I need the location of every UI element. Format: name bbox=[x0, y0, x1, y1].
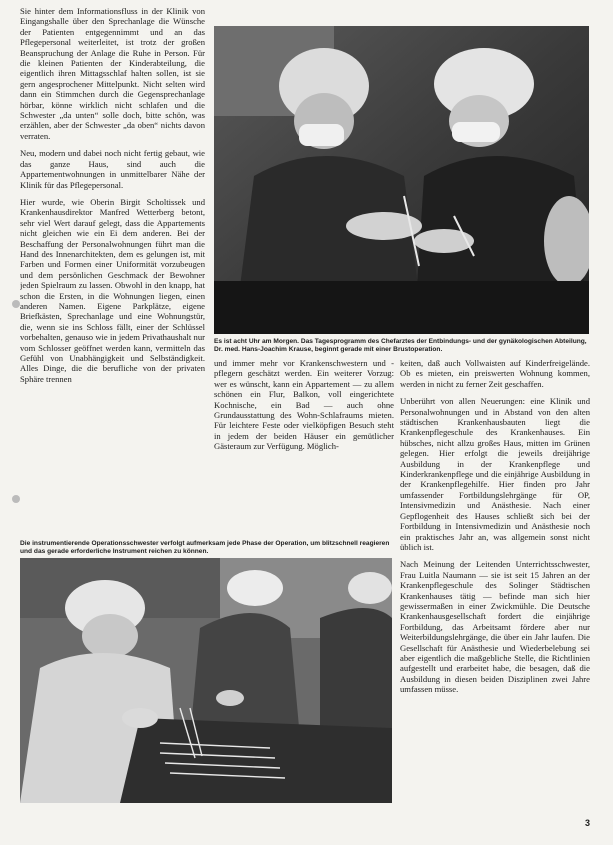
page-number: 3 bbox=[585, 818, 591, 828]
paragraph: Hier wurde, wie Oberin Birgit Scholtissek und Krankenhausdirektor Manfred Wetterberg betont, sehr viel Wert darauf gelegt, dass die Appartements nicht gleichen wie ein Ei dem anderen. Bei der Beschaffung der Personalwohnungen führt man die Hand des Innenarchitekten, dem es gelungen ist, mit Farben und Formen einer Uniformität vorzubeugen und dem persönlichen Geschmack der Bewohner jeden Spielraum zu lassen. Obwohl in den knapp, hat schon die Ersten, in die Wohnungen liegen, einen anderen Namen. Eigene Parkplätze, eigene Briefkästen, Sprechanlage und eine Wohnungstür, die, wenn sie ins Schloss fällt, einer der Schlüssel vorbehalten, genauso wie in jedem Privathaushalt nur vom Schlosser geöffnet werden kann, vermitteln das Gefühl von Unabhängigkeit und Selbständigkeit. Alles Dinge, die die berufliche von der privaten Sphäre trennen bbox=[20, 196, 205, 384]
bottom-photo-caption: Die instrumentierende Operationsschwester verfolgt aufmerksam jede Phase der Operation, um blitzschnell reagieren und das gerade erforderliche Instrument reichen zu können. bbox=[20, 540, 390, 555]
paragraph: Neu, modern und dabei noch nicht fertig gebaut, wie das ganze Haus, sind auch die Appartementwohnungen in unmittelbarer Nähe der Klinik für das Pflegepersonal. bbox=[20, 148, 205, 190]
paragraph: Sie hinter dem Informationsfluss in der Klinik von Eingangshalle über den Sprechanlage die Wünsche der Patienten entgegennimmt und an das Pflegepersonal weiterleitet, ist trotz der großen Beanspruchung der Anlage die Ruhe in Person. Für die kleinen Patienten der Kinderabteilung, die eigentlich ihren Mittagsschlaf halten sollen, ist sie gern angesprochener Mittelpunkt. Nicht selten wird dann ein Stimmchen durch die Gegensprechanlage hörbar, könne wirklich nicht schlafen und die Schwester „da unten“ solle doch, bitte schön, was erzählen, aber der Schwester „da oben“ nichts davon verraten. bbox=[20, 6, 205, 141]
left-text-column bbox=[20, 6, 205, 536]
paragraph: und immer mehr vor Krankenschwestern und -pflegern geschätzt werden. Ein weiterer Vorzug: wer es wünscht, kann ein Appartement — zu allem schönen ein Flur, Balkon, voll eingerichtete Kochnische, ein Bad — auch ohne Grundausstattung des Wohn-Schlafraums mieten. Für leichtere Feste oder vielköpfigen Besuch steht in jedem der beiden Häuser ein gemütlicher Gästeraum zur Verfügung. Möglich- bbox=[214, 358, 394, 452]
top-surgery-photo bbox=[214, 26, 589, 334]
binding-hole bbox=[12, 495, 20, 503]
paragraph: keiten, daß auch Vollwaisten auf Kinderfreigelände. Ob es mieten, ein preiswerten Wohnung kommen, werden in nicht zu ferner Zeit geschaffen. bbox=[400, 358, 590, 389]
top-photo-caption: Es ist acht Uhr am Morgen. Das Tagesprogramm des Chefarztes der Entbindungs- und der gynäkologischen Abteilung, Dr. med. Hans-Joachim Krause, beginnt gerade mit einer Brustoperation. bbox=[214, 338, 587, 353]
paragraph: Nach Meinung der Leitenden Unterrichtsschwester, Frau Luitla Naumann — sie ist seit 15 Jahren an der Krankenpflegeschule des Solinger Städtischen Krankenhauses tätig — befinde man sich hier gewissermaßen in einer Zwickmühle. Die Deutsche Krankenhausgesellschaft fordert die einjährige Fortbildung, das Arbeitsamt fördere aber nur Weiterbildungslehrgänge, die über ein Jahr laufen. Die Gesellschaft für Anästhesie und Wiederbelebung sei aber eigentlich die maßgebliche Stelle, die Richtlinien aufgestellt und erarbeitet habe, die besagen, daß die Ausbildung in diesen beiden Disziplinen zwei Jahre umfassen müsse. bbox=[400, 559, 590, 695]
bottom-surgery-photo bbox=[20, 558, 392, 803]
binding-hole bbox=[12, 300, 20, 308]
right-text-column bbox=[400, 358, 590, 820]
paragraph: Unberührt von allen Neuerungen: eine Klinik und Personalwohnungen und in Abstand von den alten städtischen Krankenhausbauten liegt die Krankenpflegeschule des Krankenhauses. Ein hübsches, nicht allzu großes Haus, mitten im Grünen gelegen. Hier erfolgt die jeweils dreijährige Ausbildung in der Krankenpflege und Kinderkrankenpflege und die einjährige Ausbildung in der Krankenpflegehilfe. Hier finden pro Jahr umfassender Fortbildungslehrgänge für OP, Intensivmedizin und Anästhesie. Nach einer Gepflogenheit des Hauses schließt sich bei der Fortbildung in Intensivmedizin und Anästhesie noch ein praktisches Jahr an, was allgemein sonst nicht üblich ist. bbox=[400, 396, 590, 552]
middle-text-column bbox=[214, 358, 394, 534]
